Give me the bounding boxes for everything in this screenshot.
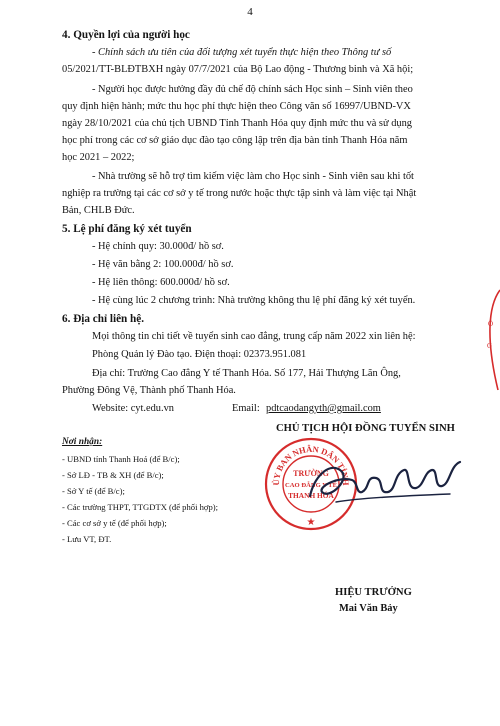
section-5-heading: 5. Lệ phí đăng ký xét tuyển [62,223,192,235]
signer-name: Mai Văn Bảy [339,603,398,614]
svg-text:G: G [487,342,493,350]
recipients-heading: Nơi nhận: [62,437,103,447]
seal-line: TRƯỜNG [293,469,329,478]
email-label: Email: [232,403,260,414]
section-4-heading: 4. Quyền lợi của người học [62,29,190,41]
recipient-item: - Các cơ sở y tế (để phối hợp); [62,518,167,528]
sec4-p1-line1: - Chính sách ưu tiên của đối tượng xét tuyển thực hiện theo Thông tư số [92,47,392,58]
section-6-heading: 6. Địa chỉ liên hệ. [62,313,145,325]
seal-line: THANH HÓA [288,491,334,500]
sec4-p3-line2: nghiệp ra trường tại các cơ sở y tế trong nước hoặc thực tập sinh và làm việc tại Nhật [62,188,417,199]
council-chair-title: CHỦ TỊCH HỘI ĐỒNG TUYỂN SINH [276,423,455,434]
page-number: 4 [247,6,253,18]
website-text: Website: cyt.edu.vn [92,403,174,414]
sec4-p2-line3: ngày 28/10/2021 của chủ tịch UBND Tỉnh Thanh Hóa quy định mức thu và sử dụng [62,118,412,129]
contact-line: Địa chỉ: Trường Cao đẳng Y tế Thanh Hóa. Số 177, Hải Thượng Lãn Ông, [92,368,401,379]
email-link[interactable]: pdtcaodangyth@gmail.com [266,403,381,414]
sec4-p2-line1: - Người học được hưởng đầy đủ chế độ chính sách Học sinh – Sinh viên theo [92,84,413,95]
svg-text:★: ★ [306,517,316,528]
sec4-p2-line4: học phí trong các cơ sở giáo dục đào tạo công lập trên địa bàn tỉnh Thanh Hóa năm [62,135,408,146]
contact-line: Phường Đông Vệ, Thành phố Thanh Hóa. [62,385,236,396]
recipient-item: - Sở LĐ - TB & XH (để B/c); [62,470,164,480]
fee-item: - Hệ chính quy: 30.000đ/ hồ sơ. [92,241,224,252]
fee-item: - Hệ cùng lúc 2 chương trình: Nhà trường không thu lệ phí đăng ký xét tuyển. [92,295,416,306]
seal-top-arc: ỦY BAN NHÂN DÂN TỈNH [270,443,352,486]
handwritten-signature-icon [300,448,470,518]
fee-item: - Hệ liên thông: 600.000đ/ hồ sơ. [92,277,230,288]
sec4-p2-line2: quy định hiện hành; mức thu học phí thực hiện theo Công văn số 16997/UBND-VX [62,101,411,112]
recipient-item: - UBND tỉnh Thanh Hoá (để B/c); [62,454,180,464]
sec4-p1-line2: 05/2021/TT-BLĐTBXH ngày 07/7/2021 của Bộ Lao động - Thương binh và Xã hội; [62,64,414,75]
contact-line: Phòng Quản lý Đào tạo. Điện thoại: 02373.951.081 [92,349,307,360]
contact-line: Mọi thông tin chi tiết về tuyển sinh cao đẳng, trung cấp năm 2022 xin liên hệ: [92,331,416,342]
sec4-p3-line3: Bản, CHLB Đức. [62,205,135,216]
seal-line: CAO ĐẲNG Y TẾ [285,482,337,489]
sec4-p3-line1: - Nhà trường sẽ hỗ trợ tìm kiếm việc làm cho Học sinh - Sinh viên sau khi tốt [92,171,414,182]
svg-text:Ô: Ô [488,320,494,328]
recipient-item: - Lưu VT, ĐT. [62,534,112,544]
edge-stamp-mark-icon [480,286,500,396]
fee-item: - Hệ văn bằng 2: 100.000đ/ hồ sơ. [92,259,234,270]
sec4-p2-line5: học 2021 – 2022; [62,152,135,163]
recipient-item: - Các trường THPT, TTGDTX (để phối hợp); [62,502,218,512]
principal-title: HIỆU TRƯỞNG [335,587,412,598]
recipient-item: - Sở Y tế (để B/c); [62,486,125,496]
